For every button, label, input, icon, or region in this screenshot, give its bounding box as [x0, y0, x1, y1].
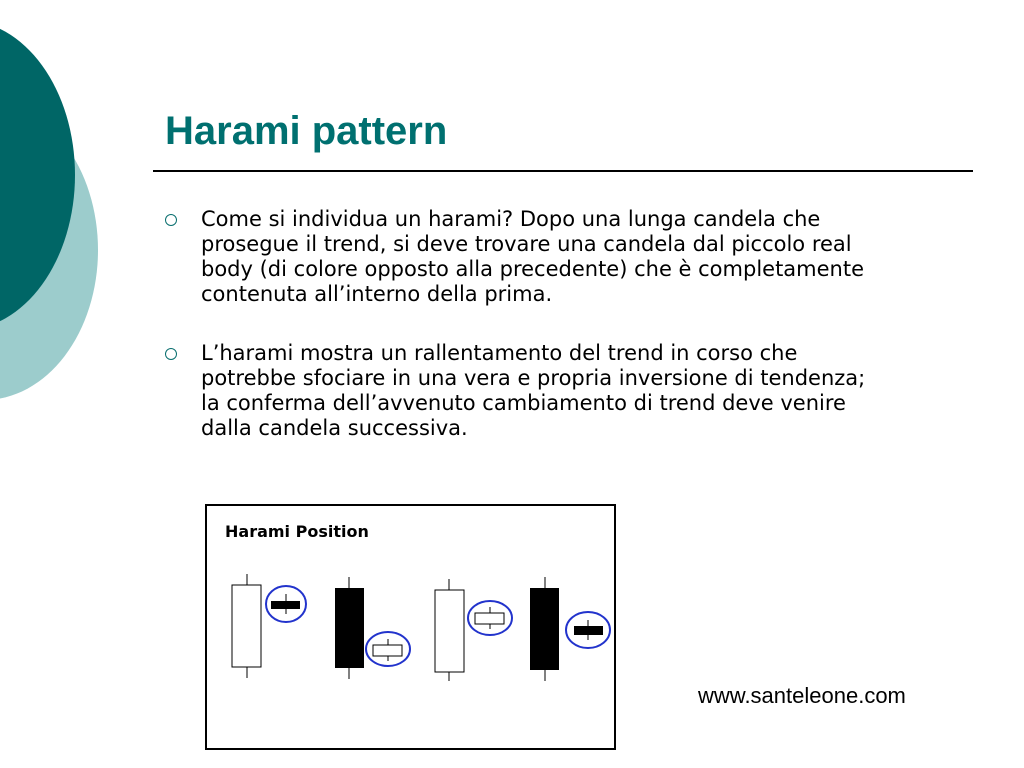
- pair-2: [335, 577, 410, 679]
- bullet-circle-icon: [165, 214, 177, 226]
- candle-black-large: [335, 588, 364, 668]
- bullet-item: [165, 341, 885, 441]
- candlestick-illustration: [207, 506, 614, 748]
- candle-white-small: [475, 613, 504, 624]
- slide-title: Harami pattern: [165, 109, 448, 153]
- bullet-text: Come si individua un harami? Dopo una lunga candela che prosegue il trend, si deve trovare una candela dal piccolo real body (di colore opposto alla precedente) che è completamente contenuta all’interno della prima.: [201, 207, 865, 306]
- title-divider: [153, 170, 973, 172]
- bullet-text: L’harami mostra un rallentamento del trend in corso che potrebbe sfociare in una vera e propria inversione di tendenza; la conferma dell’avvenuto cambiamento di trend deve venire dalla candela successiva.: [201, 341, 866, 440]
- candle-white-large: [435, 590, 464, 672]
- bullet-circle-icon: [165, 348, 177, 360]
- candle-white-large: [232, 585, 261, 667]
- bullet-item: [165, 207, 885, 307]
- candle-black-small: [574, 626, 603, 635]
- source-url: www.santeleone.com: [698, 683, 906, 708]
- pair-3: [435, 579, 512, 681]
- figure-title: Harami Position: [225, 522, 369, 541]
- pair-4: [530, 577, 610, 681]
- candle-black-large: [530, 588, 559, 670]
- candle-white-small: [373, 645, 402, 656]
- candle-black-small: [271, 601, 300, 609]
- pair-1: [232, 574, 306, 678]
- bullet-list: [165, 207, 885, 475]
- harami-figure: [205, 504, 616, 750]
